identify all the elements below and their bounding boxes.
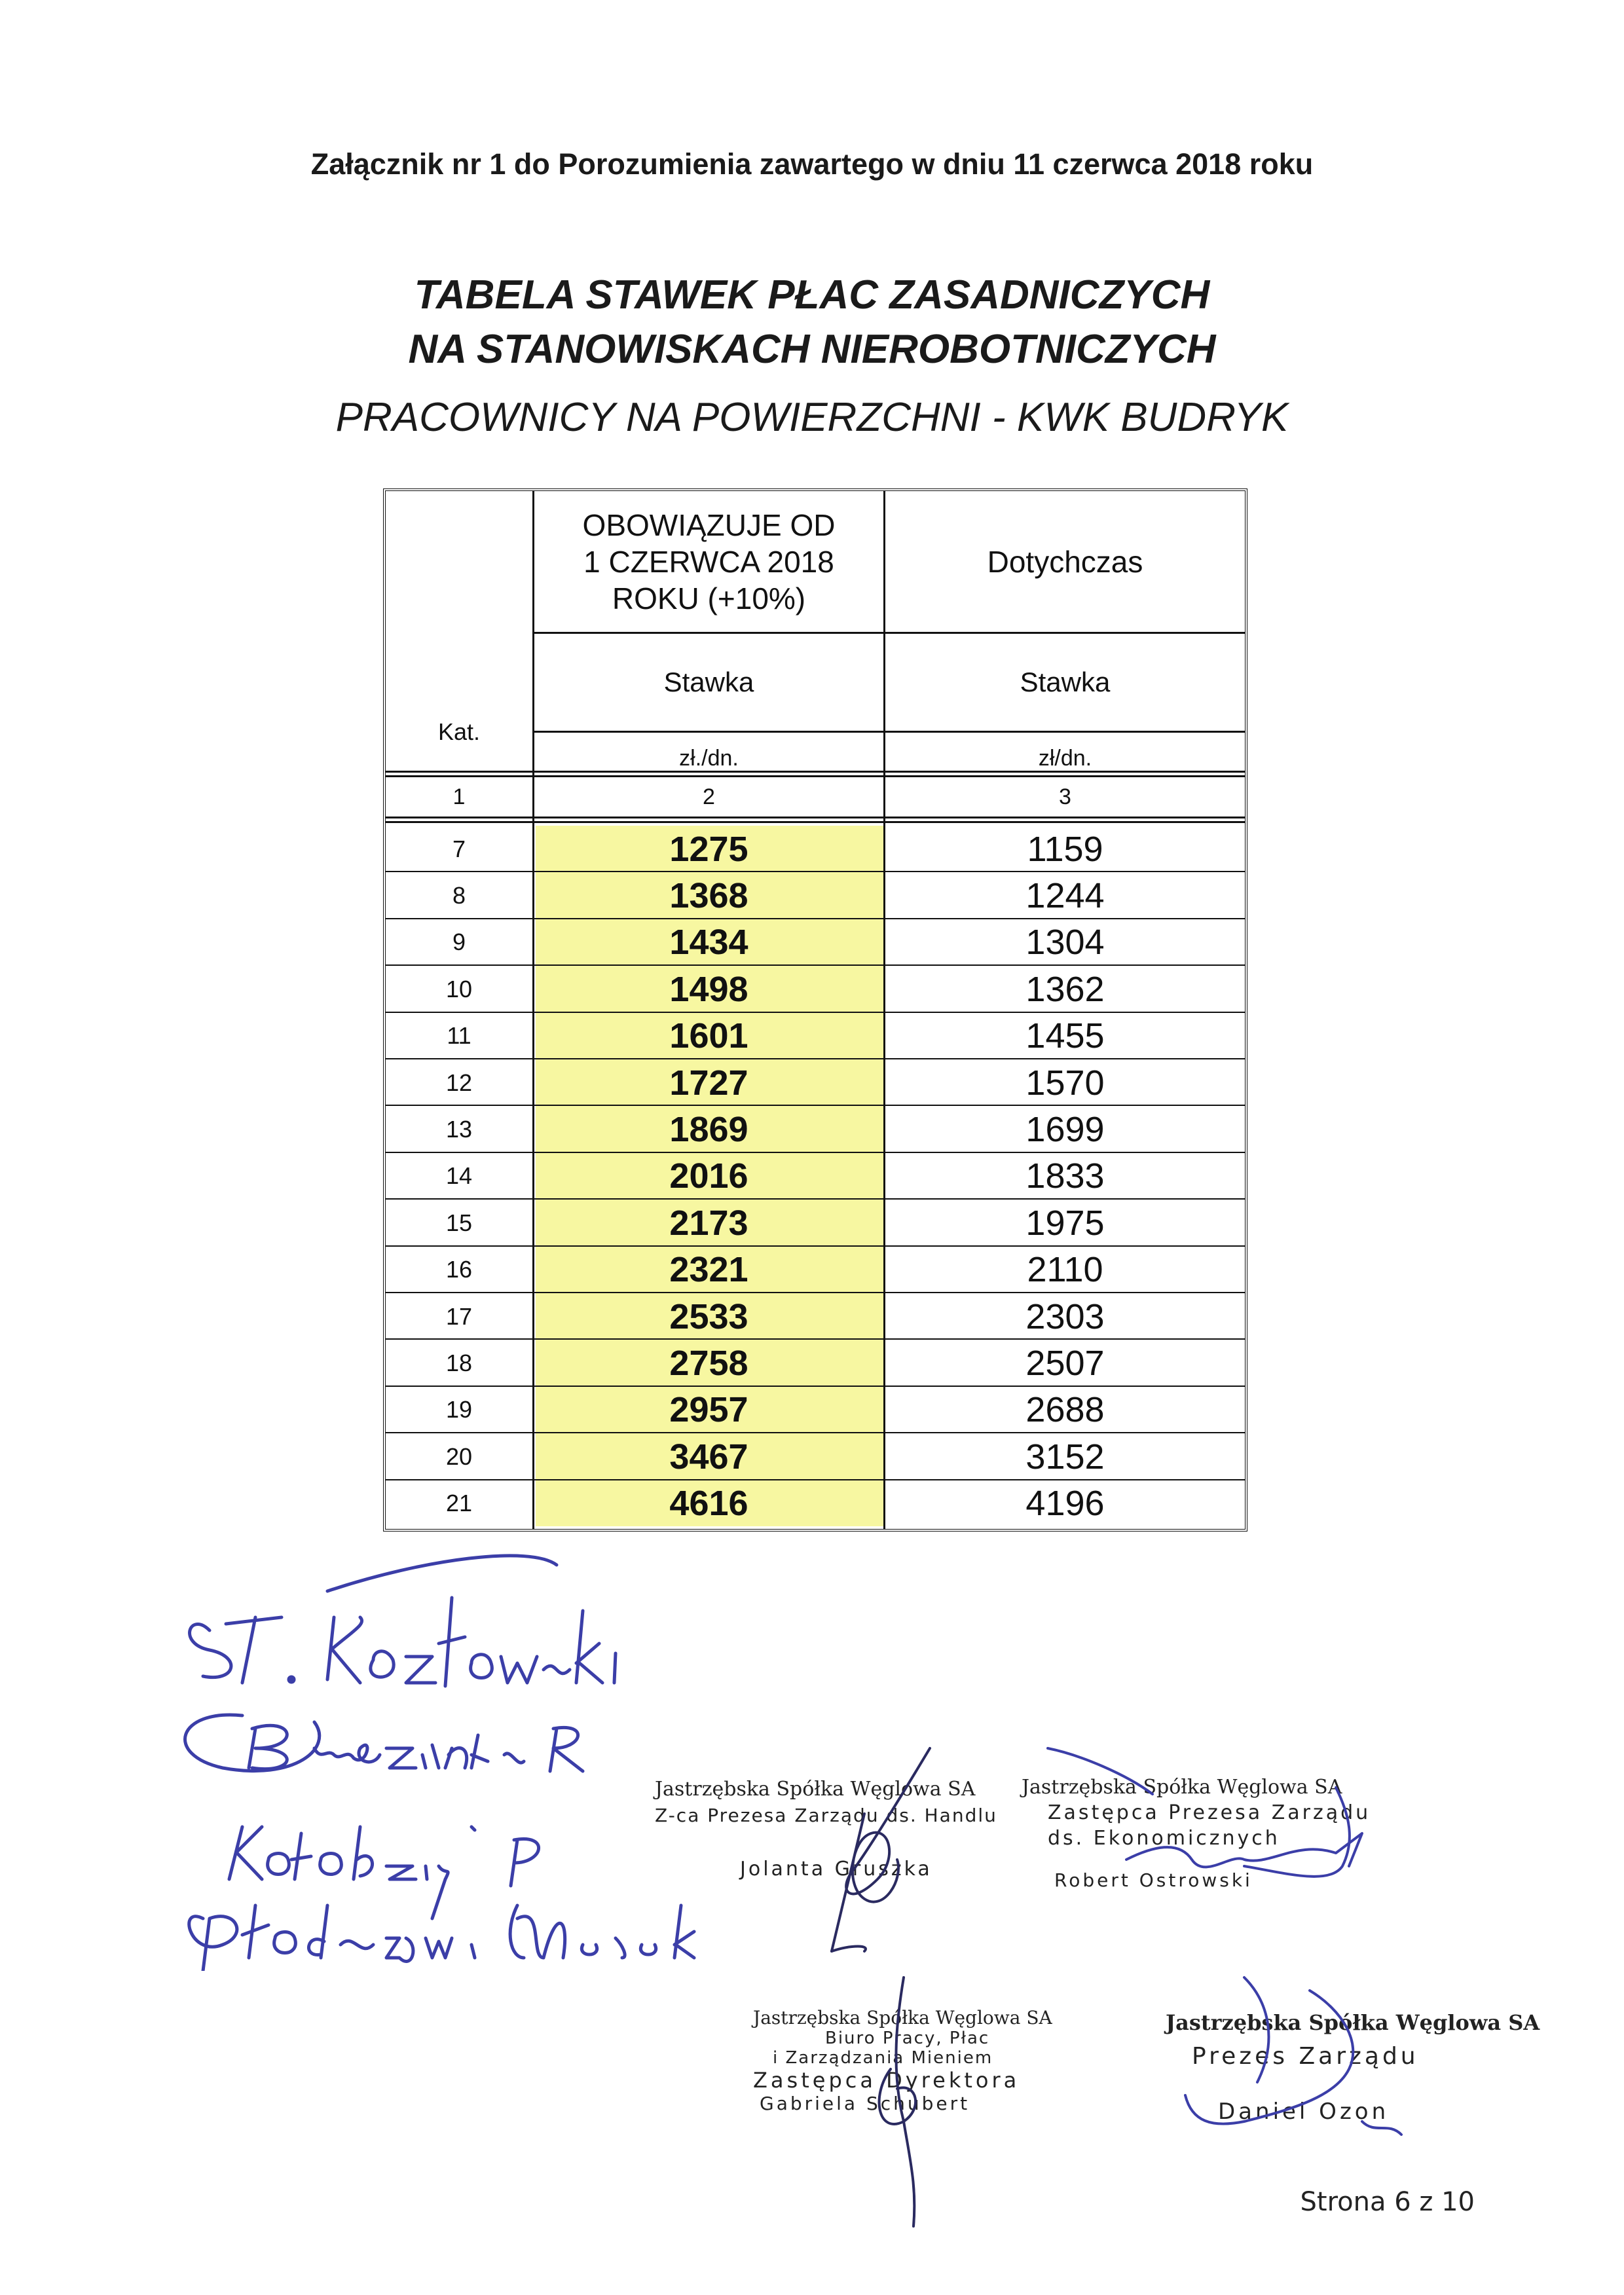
table-row	[386, 1106, 1245, 1152]
new-rate-cell: 4616	[669, 1484, 748, 1524]
stamp-name: Jolanta Gruszka	[740, 1858, 932, 1881]
new-rate-cell: 2016	[669, 1156, 748, 1196]
stamp-dept-line2: i Zarządzania Mieniem	[773, 2048, 993, 2068]
old-rate-cell: 3152	[1025, 1437, 1105, 1477]
kat-cell: 9	[452, 928, 466, 956]
old-rate-cell: 1362	[1025, 969, 1105, 1009]
kat-cell: 17	[445, 1302, 473, 1330]
kat-cell: 19	[445, 1396, 473, 1423]
header-new-period	[534, 491, 883, 632]
table-row	[386, 872, 1245, 919]
table-row	[386, 1059, 1245, 1106]
stamp-name: Robert Ostrowski	[1054, 1869, 1253, 1891]
new-rate-cell: 2957	[669, 1390, 748, 1430]
stamp-role: Zastępca Dyrektora	[753, 2068, 1020, 2093]
kat-cell: 21	[445, 1490, 473, 1517]
old-rate-cell: 1699	[1025, 1110, 1105, 1150]
table-row	[386, 826, 1245, 872]
table-row	[386, 1433, 1245, 1480]
document-subtitle: PRACOWNICY NA POWIERZCHNI - KWK BUDRYK	[335, 395, 1289, 440]
stamp-role-line2: ds. Ekonomicznych	[1048, 1827, 1280, 1850]
old-rate-cell: 2110	[1027, 1250, 1103, 1290]
stamp-company: Jastrzębska Spółka Węglowa SA	[1166, 2010, 1540, 2035]
stamp-company: Jastrzębska Spółka Węglowa SA	[655, 1778, 976, 1801]
kat-cell: 8	[452, 882, 466, 909]
new-rate-cell: 1869	[669, 1110, 748, 1150]
document-title-line-2: NA STANOWISKACH NIEROBOTNICZYCH	[408, 327, 1216, 372]
table-row	[386, 1480, 1245, 1527]
old-rate-cell: 1975	[1025, 1203, 1105, 1243]
stamp-company: Jastrzębska Spółka Węglowa SA	[1022, 1776, 1342, 1799]
table-row	[386, 1200, 1245, 1246]
header-new-period-line3: ROKU (+10%)	[612, 581, 806, 615]
old-rate-cell: 2507	[1025, 1344, 1105, 1384]
new-rate-cell: 2533	[669, 1296, 748, 1336]
header-new-period-line2: 1 CZERWCA 2018	[583, 544, 834, 579]
old-rate-cell: 1159	[1027, 829, 1103, 869]
header-new-period-line1: OBOWIĄZUJE OD	[582, 507, 836, 542]
kat-cell: 11	[447, 1022, 471, 1050]
table-row	[386, 1293, 1245, 1340]
column-number-1: 1	[452, 784, 466, 809]
column-number-2: 2	[703, 784, 715, 809]
old-rate-cell: 1455	[1025, 1016, 1105, 1056]
table-row	[386, 1387, 1245, 1433]
old-rate-cell: 4196	[1025, 1484, 1105, 1524]
kat-cell: 10	[445, 975, 473, 1002]
new-rate-cell: 2758	[669, 1344, 748, 1384]
stamp-name: Gabriela Schubert	[760, 2093, 970, 2114]
old-rate-cell: 1833	[1025, 1156, 1105, 1196]
kat-cell: 7	[452, 835, 466, 862]
header-kat: Kat.	[437, 718, 481, 745]
kat-cell: 20	[445, 1442, 473, 1470]
row-divider	[386, 771, 1245, 773]
old-rate-cell: 1570	[1025, 1063, 1105, 1103]
header-rate-new: Stawka	[663, 667, 754, 697]
page-number: Strona 6 z 10	[1300, 2187, 1475, 2217]
row-divider	[386, 817, 1245, 818]
new-rate-cell: 1434	[669, 923, 748, 963]
table-row	[386, 966, 1245, 1012]
kat-cell: 13	[445, 1116, 473, 1143]
row-divider	[386, 821, 1245, 823]
column-number-3: 3	[1059, 784, 1071, 809]
stamp-role: Prezes Zarządu	[1192, 2043, 1419, 2070]
stamp-signatures	[655, 1729, 1540, 2252]
header-unit-new: zł./dn.	[679, 745, 739, 771]
attachment-header: Załącznik nr 1 do Porozumienia zawartego w dniu 11 czerwca 2018 roku	[310, 147, 1314, 181]
old-rate-cell: 1244	[1025, 876, 1105, 916]
stamp-role: Z-ca Prezesa Zarządu ds. Handlu	[655, 1805, 997, 1826]
table-row	[386, 1153, 1245, 1200]
kat-cell: 18	[445, 1349, 473, 1377]
kat-cell: 12	[445, 1069, 473, 1096]
new-rate-cell: 3467	[669, 1437, 748, 1477]
header-old-period: Dotychczas	[987, 544, 1143, 579]
new-rate-cell: 2321	[669, 1250, 748, 1290]
new-rate-cell: 1275	[669, 829, 748, 869]
table-row	[386, 1247, 1245, 1293]
table-row	[386, 1340, 1245, 1386]
table-row	[386, 1013, 1245, 1059]
kat-cell: 14	[445, 1162, 473, 1190]
old-rate-cell: 2303	[1025, 1296, 1105, 1336]
old-rate-cell: 1304	[1025, 923, 1105, 963]
header-rate-old: Stawka	[1020, 667, 1111, 697]
header-unit-old: zł/dn.	[1038, 745, 1092, 771]
new-rate-cell: 1601	[669, 1016, 748, 1056]
old-rate-cell: 2688	[1025, 1390, 1105, 1430]
new-rate-cell: 1498	[669, 969, 748, 1009]
new-rate-cell: 1368	[669, 876, 748, 916]
rate-table	[383, 488, 1247, 1532]
kat-cell: 15	[445, 1209, 473, 1236]
stamp-dept-line1: Biuro Pracy, Płac	[825, 2029, 990, 2048]
kat-cell: 16	[445, 1256, 473, 1283]
stamp-name: Daniel Ozon	[1218, 2099, 1390, 2125]
stamp-role-line1: Zastępca Prezesa Zarządu	[1048, 1801, 1371, 1824]
document-title-line-1: TABELA STAWEK PŁAC ZASADNICZYCH	[414, 272, 1210, 318]
stamp-company: Jastrzębska Spółka Węglowa SA	[753, 2007, 1052, 2029]
table-row	[386, 919, 1245, 966]
new-rate-cell: 1727	[669, 1063, 748, 1103]
new-rate-cell: 2173	[669, 1203, 748, 1243]
